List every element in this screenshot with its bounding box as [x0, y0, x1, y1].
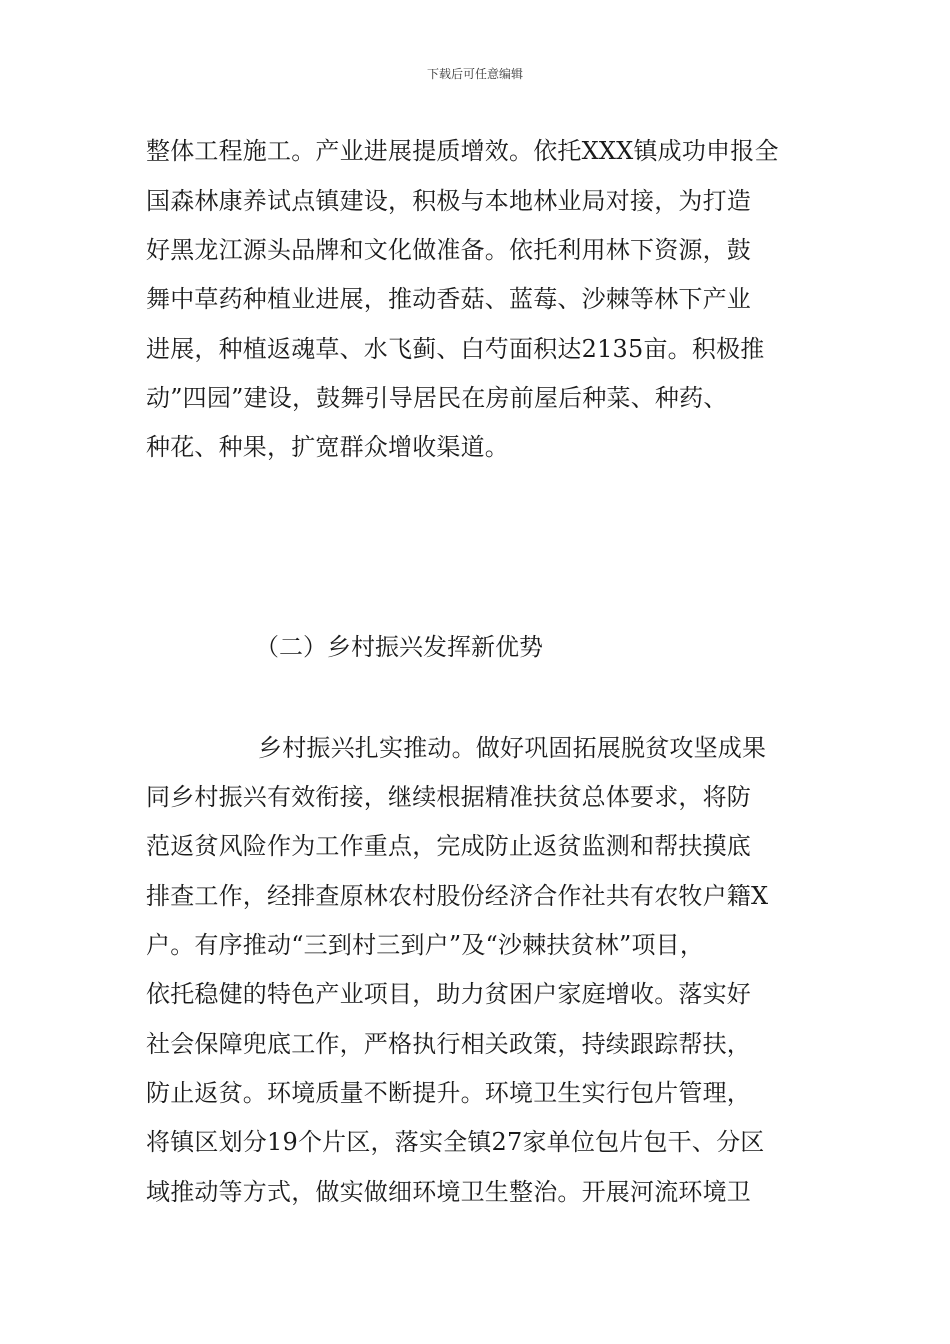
paragraph-line: 舞中草药种植业进展，推动香菇、蓝莓、沙棘等林下产业 — [146, 285, 751, 313]
paragraph-line: 防止返贫。环境质量不断提升。环境卫生实行包片管理， — [146, 1079, 751, 1107]
paragraph-line: 同乡村振兴有效衔接，继续根据精准扶贫总体要求，将防 — [146, 783, 751, 811]
paragraph-line: 乡村振兴扎实推动。做好巩固拓展脱贫攻坚成果 — [258, 734, 767, 762]
paragraph-line: 户。有序推动“三到村三到户”及“沙棘扶贫林”项目， — [146, 931, 705, 959]
section-heading: （二）乡村振兴发挥新优势 — [255, 633, 543, 661]
paragraph-line: 种花、种果，扩宽群众增收渠道。 — [146, 433, 509, 461]
paragraph-line: 将镇区划分19个片区，落实全镇27家单位包片包干、分区 — [146, 1128, 765, 1156]
paragraph-line: 范返贫风险作为工作重点，完成防止返贫监测和帮扶摸底 — [146, 832, 751, 860]
paragraph-line: 好黑龙江源头品牌和文化做准备。依托利用林下资源，鼓 — [146, 236, 751, 264]
paragraph-line: 社会保障兜底工作，严格执行相关政策，持续跟踪帮扶， — [146, 1030, 751, 1058]
paragraph-line: 进展，种植返魂草、水飞蓟、白芍面积达2135亩。积极推 — [146, 335, 765, 363]
paragraph-line: 国森林康养试点镇建设，积极与本地林业局对接，为打造 — [146, 187, 751, 215]
paragraph-line: 动”四园”建设，鼓舞引导居民在房前屋后种菜、种药、 — [146, 384, 728, 412]
paragraph-line: 排查工作，经排查原林农村股份经济合作社共有农牧户籍X — [146, 882, 769, 910]
paragraph-line: 整体工程施工。产业进展提质增效。依托XXX镇成功申报全 — [146, 137, 779, 165]
page-header: 下载后可任意编辑 — [426, 67, 523, 81]
paragraph-line: 依托稳健的特色产业项目，助力贫困户家庭增收。落实好 — [146, 980, 751, 1008]
paragraph-line: 域推动等方式，做实做细环境卫生整治。开展河流环境卫 — [146, 1178, 751, 1206]
